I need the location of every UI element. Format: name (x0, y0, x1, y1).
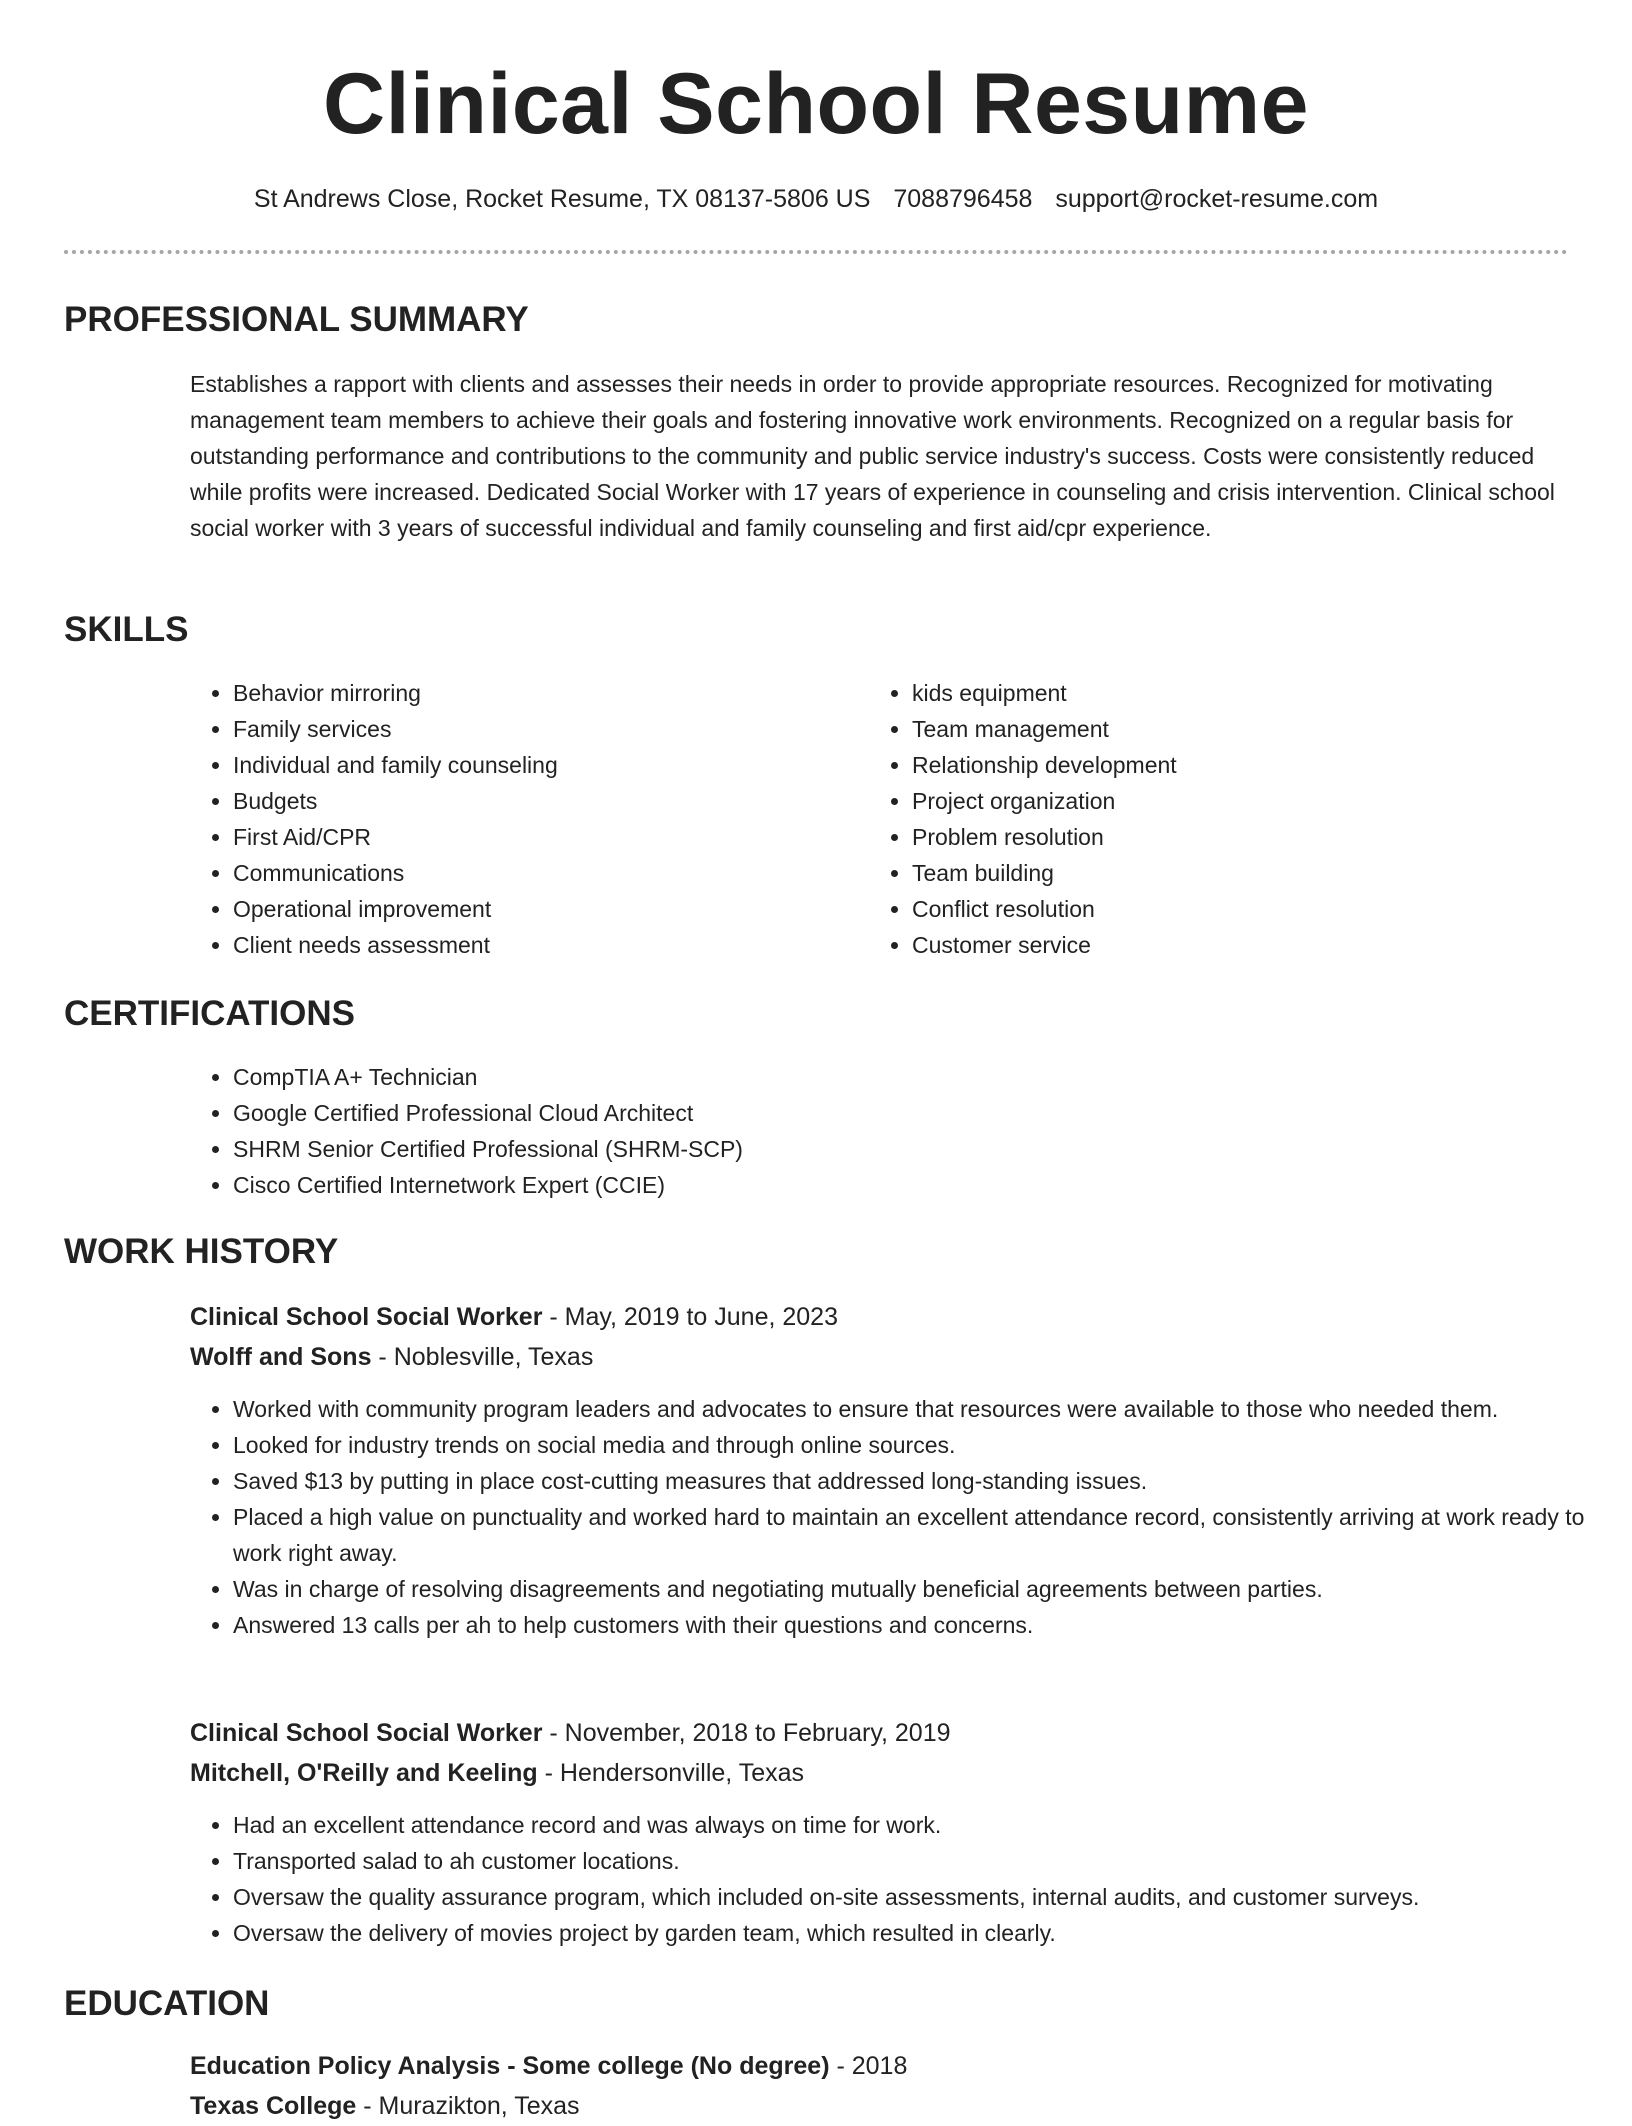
job-company: Mitchell, O'Reilly and Keeling (190, 1759, 538, 1787)
skill-item: • Family services (233, 711, 853, 747)
skill-item: • Problem resolution (912, 819, 1552, 855)
job-role: Clinical School Social Worker (190, 1303, 543, 1331)
job-title-line (190, 1713, 951, 1753)
job-dates: - November, 2018 to February, 2019 (542, 1719, 951, 1747)
contact-email[interactable]: support@rocket-resume.com (1055, 185, 1379, 213)
job-bullet: • Oversaw the quality assurance program, which included on-site assessments, internal audits, and customer surveys. (233, 1879, 1588, 1915)
skill-item: • kids equipment (912, 675, 1552, 711)
summary-text: Establishes a rapport with clients and assesses their needs in order to provide appropriate resources. Recognized for motivating management team members to achieve their goals and fostering innovative work environments. Recognized on a regular basis for outstanding performance and contributions to the community and public service industry's success. Costs were consistently reduced while profits were increased. Dedicated Social Worker with 17 years of experience in counseling and crisis intervention. Clinical school social worker with 3 years of successful individual and family counseling and first aid/cpr experience. (190, 371, 1555, 541)
skill-item: • Team management (912, 711, 1552, 747)
job-company-line (190, 1753, 804, 1793)
contact-line (0, 182, 1632, 216)
job-role: Clinical School Social Worker (190, 1719, 543, 1747)
job-bullet: • Worked with community program leaders and advocates to ensure that resources were available to those who needed them. (233, 1391, 1588, 1427)
skills-list-left (189, 675, 853, 963)
job-bullet: • Had an excellent attendance record and was always on time for work. (233, 1807, 1588, 1843)
section-title-work-history: WORK HISTORY (64, 1232, 339, 1271)
contact-phone: 7088796458 (893, 185, 1033, 213)
job-location: - Noblesville, Texas (371, 1343, 594, 1371)
skill-item: • Relationship development (912, 747, 1552, 783)
resume-title: Clinical School Resume (323, 56, 1309, 152)
job-bullet: • Saved $13 by putting in place cost-cutting measures that addressed long-standing issues. (233, 1463, 1588, 1499)
skill-item: • Individual and family counseling (233, 747, 853, 783)
section-title-education: EDUCATION (64, 1984, 270, 2023)
job-bullet: • Looked for industry trends on social media and through online sources. (233, 1427, 1588, 1463)
contact-address: St Andrews Close, Rocket Resume, TX 08137-5806 US (253, 185, 871, 213)
certifications-list (189, 1059, 1533, 1203)
certification-item: • SHRM Senior Certified Professional (SHRM-SCP) (233, 1131, 1533, 1167)
skill-item: • Team building (912, 855, 1552, 891)
job-title-line (190, 1297, 838, 1337)
job-bullet: • Was in charge of resolving disagreements and negotiating mutually beneficial agreements between parties. (233, 1571, 1588, 1607)
education-school-line (190, 2086, 580, 2126)
skill-item: • Client needs assessment (233, 927, 853, 963)
job-company: Wolff and Sons (190, 1343, 372, 1371)
job-bullet: • Answered 13 calls per ah to help customers with their questions and concerns. (233, 1607, 1588, 1643)
job-bullets (189, 1807, 1588, 1951)
skill-item: • Communications (233, 855, 853, 891)
section-title-summary: PROFESSIONAL SUMMARY (64, 300, 529, 339)
education-degree-line (190, 2046, 907, 2086)
job-dates: - May, 2019 to June, 2023 (542, 1303, 838, 1331)
skill-item: • Operational improvement (233, 891, 853, 927)
job-bullets (189, 1391, 1588, 1643)
certification-item: • CompTIA A+ Technician (233, 1059, 1533, 1095)
certification-item: • Google Certified Professional Cloud Architect (233, 1095, 1533, 1131)
skill-item: • Conflict resolution (912, 891, 1552, 927)
section-title-skills: SKILLS (64, 610, 189, 649)
skill-item: • Customer service (912, 927, 1552, 963)
job-bullet: • Placed a high value on punctuality and worked hard to maintain an excellent attendance record, consistently arriving at work ready to work right away. (233, 1499, 1588, 1571)
job-location: - Hendersonville, Texas (537, 1759, 805, 1787)
skill-item: • Project organization (912, 783, 1552, 819)
job-bullet: • Transported salad to ah customer locations. (233, 1843, 1588, 1879)
skill-item: • Behavior mirroring (233, 675, 853, 711)
skill-item: • First Aid/CPR (233, 819, 853, 855)
skill-item: • Budgets (233, 783, 853, 819)
education-school: Texas College (190, 2092, 357, 2120)
header-divider (64, 250, 1568, 254)
job-company-line (190, 1337, 593, 1377)
education-degree: Education Policy Analysis - Some college (No degree) (190, 2052, 830, 2080)
education-location: - Murazikton, Texas (356, 2092, 580, 2120)
skills-list-right (868, 675, 1552, 963)
certification-item: • Cisco Certified Internetwork Expert (CCIE) (233, 1167, 1533, 1203)
education-year: - 2018 (829, 2052, 908, 2080)
section-title-certifications: CERTIFICATIONS (64, 994, 356, 1033)
job-bullet: • Oversaw the delivery of movies project by garden team, which resulted in clearly. (233, 1915, 1588, 1951)
